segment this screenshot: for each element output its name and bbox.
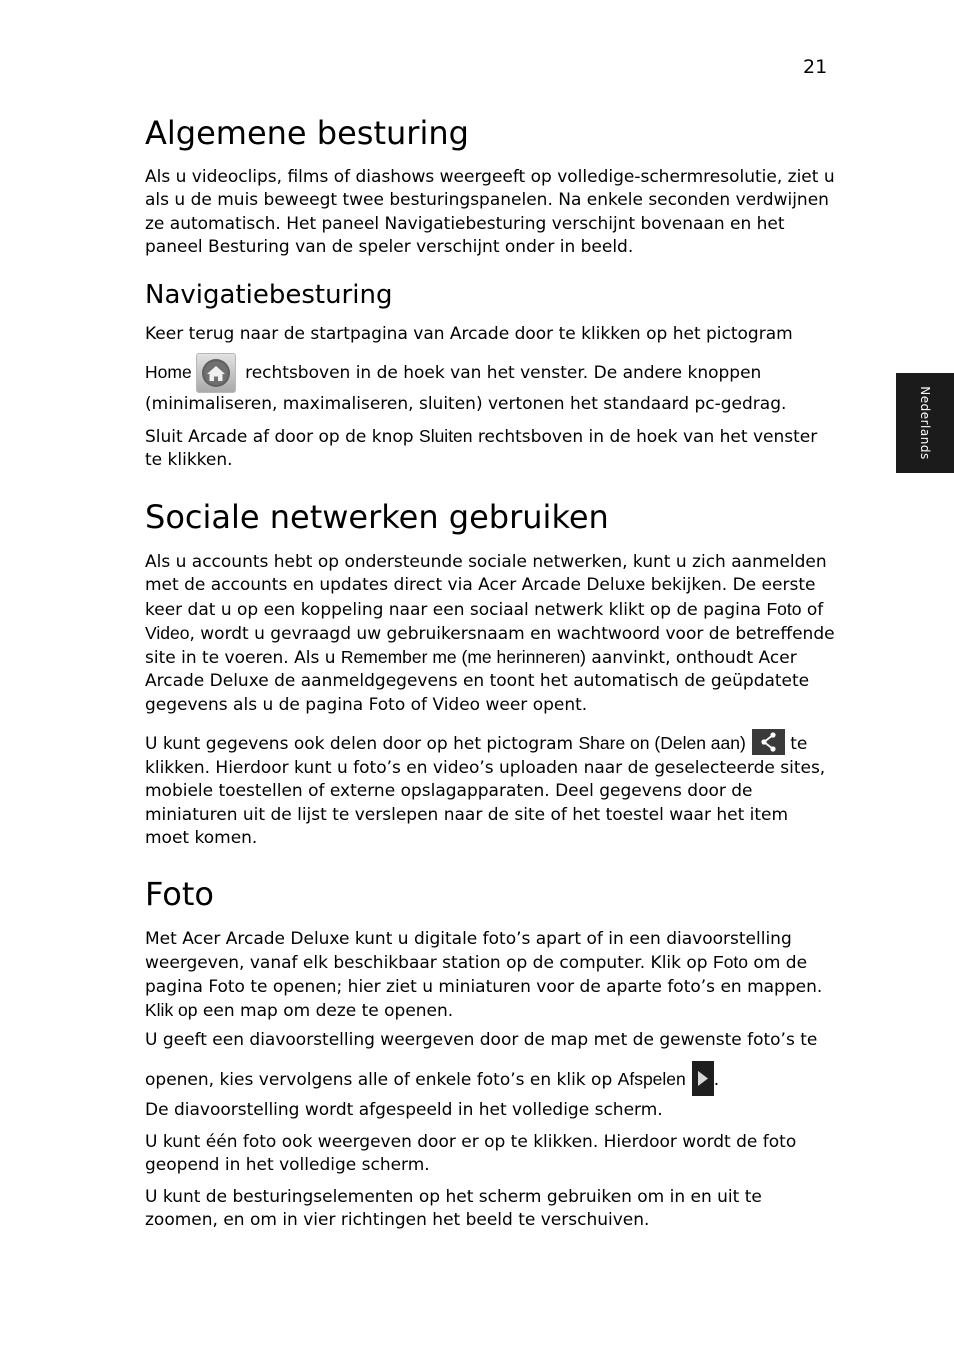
paragraph-algemene-besturing: Als u videoclips, films of diashows weergeeft op volledige-schermresolutie, ziet u als u de muis beweegt twee besturingspanelen. Na enkele seconden verdwijnen ze automatisch. Het paneel Navigatiebesturing verschijnt bovenaan en het paneel Besturing van de speler verschijnt onder in beeld.	[145, 167, 835, 257]
foto-label: Foto	[766, 598, 802, 619]
home-label: Home	[145, 362, 192, 382]
foto-label: Foto	[713, 952, 749, 973]
language-tab	[896, 373, 954, 473]
klik-op-label: Klik op	[145, 999, 198, 1020]
afspelen-label: Afspelen	[617, 1069, 686, 1089]
paragraph-foto-3: U kunt één foto ook weergeven door er op te klikken. Hierdoor wordt de foto geopend in het volledige scherm.	[145, 1132, 797, 1176]
heading-sociale-netwerken: Sociale netwerken gebruiken	[145, 498, 609, 536]
paragraph-foto-1: Met Acer Arcade Deluxe kunt u digitale foto’s apart of in een diavoorstelling weergeven, vanaf elk beschikbaar station op de computer. Klik op Foto om de pagina Foto te openen; hier ziet u miniaturen voor de aparte foto’s en mappen. Klik op een map om deze te openen.	[145, 929, 823, 1021]
paragraph-nav-line-3: (minimaliseren, maximaliseren, sluiten) vertonen het standaard pc-gedrag.	[145, 394, 787, 414]
paragraph-foto-2-line-3: De diavoorstelling wordt afgespeeld in het volledige scherm.	[145, 1100, 663, 1120]
home-icon	[196, 353, 236, 393]
paragraph-foto-4: U kunt de besturingselementen op het scherm gebruiken om in en uit te zoomen, en om in vier richtingen het beeld te verschuiven.	[145, 1187, 762, 1231]
heading-foto: Foto	[145, 875, 214, 913]
video-label: Video	[145, 622, 190, 643]
paragraph-sociale-1: Als u accounts hebt op ondersteunde sociale netwerken, kunt u zich aanmelden met de accounts en updates direct via Acer Arcade Deluxe bekijken. De eerste keer dat u op een koppeling naar een sociaal netwerk klikt op de pagina Foto of Video, wordt u gevraagd uw gebruikersnaam en wachtwoord voor de betreffende site in te voeren. Als u Remember me (me herinneren) aanvinkt, onthoudt Acer Arcade Deluxe de aanmeldgegevens en toont het automatisch de geüpdatete gegevens als u de pagina Foto of Video weer opent.	[145, 552, 835, 715]
paragraph-foto-2-line-1: U geeft een diavoorstelling weergeven door de map met de gewenste foto’s te	[145, 1030, 818, 1050]
remember-me-label: Remember me (me herinneren)	[340, 647, 587, 668]
paragraph-sluiten: Sluit Arcade af door op de knop Sluiten rechtsboven in de hoek van het venster te klikken.	[145, 426, 818, 471]
sluiten-label: Sluiten	[419, 426, 473, 446]
paragraph-nav-line-2	[145, 352, 761, 393]
share-icon	[752, 729, 785, 755]
paragraph-nav-line-1: Keer terug naar de startpagina van Arcade door te klikken op het pictogram	[145, 324, 793, 344]
paragraph-sociale-2: U kunt gegevens ook delen door op het pictogram Share on (Delen aan) te klikken. Hierdoor kunt u foto’s en video’s uploaden naar de geselecteerde sites, mobiele toestellen of externe opslagapparaten. Deel gegevens door de miniaturen uit de lijst te verslepen naar de site of het toestel waar het item moet komen.	[145, 731, 835, 850]
nav-line-2-text: rechtsboven in de hoek van het venster. De andere knoppen	[245, 363, 762, 383]
heading-algemene-besturing: Algemene besturing	[145, 114, 469, 152]
heading-navigatiebesturing: Navigatiebesturing	[145, 280, 393, 310]
play-icon	[692, 1061, 714, 1096]
language-tab-label: Nederlands	[918, 386, 932, 460]
paragraph-foto-2-line-2: openen, kies vervolgens alle of enkele foto’s en klik op Afspelen .	[145, 1060, 719, 1099]
page-number: 21	[803, 56, 828, 78]
share-label: Share on (Delen aan)	[578, 733, 746, 753]
